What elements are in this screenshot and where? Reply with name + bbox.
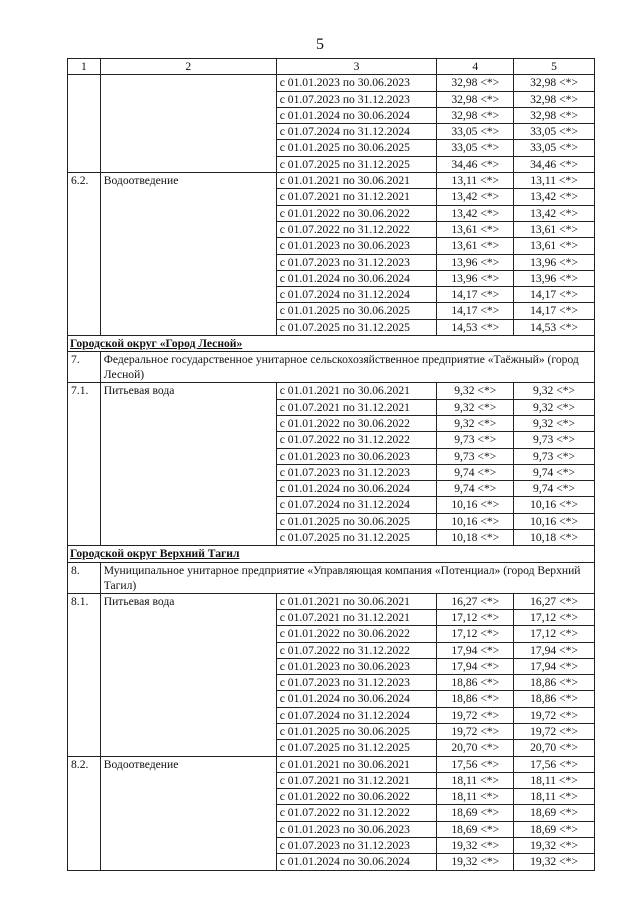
period-cell: с 01.01.2023 по 30.06.2023 [276,238,437,254]
section-title: Городской округ Верхний Тагил [68,546,595,562]
period-cell: с 01.01.2022 по 30.06.2022 [276,789,437,805]
service-name [100,75,276,173]
tariff-cell: 9,32 <*> [437,399,514,415]
tariff-cell: 18,86 <*> [437,675,514,691]
period-cell: с 01.01.2022 по 30.06.2022 [276,626,437,642]
table-row [68,593,595,609]
service-name: Питьевая вода [100,593,276,756]
period-cell: с 01.07.2024 по 31.12.2024 [276,707,437,723]
tariff-vat-cell: 19,72 <*> [514,707,595,723]
tariff-cell: 17,94 <*> [437,642,514,658]
tariff-cell: 18,69 <*> [437,805,514,821]
period-cell: с 01.01.2021 по 30.06.2021 [276,593,437,609]
tariff-cell: 14,53 <*> [437,319,514,335]
period-cell: с 01.07.2023 по 31.12.2023 [276,464,437,480]
period-cell: с 01.07.2023 по 31.12.2023 [276,838,437,854]
period-cell: с 01.01.2023 по 30.06.2023 [276,821,437,837]
tariff-vat-cell: 9,32 <*> [514,383,595,399]
tariff-vat-cell: 19,72 <*> [514,723,595,739]
period-cell: с 01.01.2024 по 30.06.2024 [276,270,437,286]
org-number: 8. [68,562,101,593]
table-row [68,383,595,399]
tariff-cell: 19,72 <*> [437,707,514,723]
tariff-cell: 10,18 <*> [437,530,514,546]
tariff-cell: 10,16 <*> [437,513,514,529]
tariff-cell: 9,32 <*> [437,383,514,399]
tariff-cell: 18,86 <*> [437,691,514,707]
tariff-cell: 9,32 <*> [437,415,514,431]
period-cell: с 01.07.2023 по 31.12.2023 [276,254,437,270]
tariff-vat-cell: 13,96 <*> [514,254,595,270]
table-row [68,173,595,189]
tariff-vat-cell: 9,74 <*> [514,481,595,497]
tariff-table [67,58,595,871]
page-number: 5 [316,36,324,53]
section-title: Городской округ «Город Лесной» [68,336,595,352]
period-cell: с 01.07.2021 по 31.12.2021 [276,772,437,788]
tariff-vat-cell: 32,98 <*> [514,107,595,123]
tariff-cell: 10,16 <*> [437,497,514,513]
period-cell: с 01.01.2021 по 30.06.2021 [276,756,437,772]
tariff-vat-cell: 17,94 <*> [514,658,595,674]
tariff-vat-cell: 10,18 <*> [514,530,595,546]
period-cell: с 01.07.2022 по 31.12.2022 [276,432,437,448]
tariff-vat-cell: 33,05 <*> [514,124,595,140]
tariff-vat-cell: 18,11 <*> [514,789,595,805]
tariff-vat-cell: 17,56 <*> [514,756,595,772]
period-cell: с 01.07.2025 по 31.12.2025 [276,740,437,756]
table-row [68,756,595,772]
header-cell: 2 [100,59,276,75]
period-cell: с 01.01.2021 по 30.06.2021 [276,173,437,189]
organization-row [68,562,595,593]
tariff-cell: 17,12 <*> [437,609,514,625]
period-cell: с 01.07.2024 по 31.12.2024 [276,497,437,513]
tariff-cell: 13,96 <*> [437,254,514,270]
table-header-row [68,59,595,75]
tariff-cell: 13,42 <*> [437,189,514,205]
period-cell: с 01.01.2022 по 30.06.2022 [276,415,437,431]
period-cell: с 01.01.2022 по 30.06.2022 [276,205,437,221]
tariff-vat-cell: 13,42 <*> [514,189,595,205]
period-cell: с 01.07.2021 по 31.12.2021 [276,399,437,415]
period-cell: с 01.01.2023 по 30.06.2023 [276,75,437,91]
tariff-vat-cell: 14,17 <*> [514,287,595,303]
period-cell: с 01.01.2024 по 30.06.2024 [276,481,437,497]
tariff-vat-cell: 14,53 <*> [514,319,595,335]
tariff-cell: 9,74 <*> [437,464,514,480]
tariff-cell: 14,17 <*> [437,287,514,303]
tariff-cell: 13,61 <*> [437,221,514,237]
period-cell: с 01.07.2021 по 31.12.2021 [276,189,437,205]
tariff-cell: 34,46 <*> [437,156,514,172]
tariff-cell: 18,11 <*> [437,789,514,805]
header-cell: 5 [514,59,595,75]
tariff-vat-cell: 18,11 <*> [514,772,595,788]
period-cell: с 01.07.2025 по 31.12.2025 [276,530,437,546]
tariff-vat-cell: 9,74 <*> [514,464,595,480]
tariff-vat-cell: 17,12 <*> [514,626,595,642]
header-cell: 1 [68,59,101,75]
period-cell: с 01.01.2024 по 30.06.2024 [276,854,437,870]
tariff-vat-cell: 10,16 <*> [514,513,595,529]
period-cell: с 01.07.2025 по 31.12.2025 [276,156,437,172]
organization-row [68,352,595,383]
period-cell: с 01.07.2023 по 31.12.2023 [276,675,437,691]
tariff-cell: 33,05 <*> [437,140,514,156]
tariff-cell: 19,32 <*> [437,838,514,854]
item-number: 8.2. [68,756,101,870]
tariff-vat-cell: 18,86 <*> [514,675,595,691]
period-cell: с 01.07.2021 по 31.12.2021 [276,609,437,625]
item-number [68,75,101,173]
tariff-cell: 13,11 <*> [437,173,514,189]
header-cell: 4 [437,59,514,75]
header-cell: 3 [276,59,437,75]
item-number: 7.1. [68,383,101,546]
organization-name: Федеральное государственное унитарное сельскохозяйственное предприятие «Таёжный» (город Лесной) [100,352,594,383]
service-name: Питьевая вода [100,383,276,546]
service-name: Водоотведение [100,756,276,870]
tariff-vat-cell: 13,42 <*> [514,205,595,221]
period-cell: с 01.01.2024 по 30.06.2024 [276,107,437,123]
tariff-vat-cell: 32,98 <*> [514,91,595,107]
tariff-cell: 18,11 <*> [437,772,514,788]
period-cell: с 01.01.2023 по 30.06.2023 [276,658,437,674]
period-cell: с 01.07.2024 по 31.12.2024 [276,124,437,140]
tariff-vat-cell: 13,96 <*> [514,270,595,286]
tariff-cell: 13,61 <*> [437,238,514,254]
period-cell: с 01.01.2025 по 30.06.2025 [276,513,437,529]
tariff-vat-cell: 32,98 <*> [514,75,595,91]
tariff-vat-cell: 33,05 <*> [514,140,595,156]
tariff-cell: 14,17 <*> [437,303,514,319]
period-cell: с 01.07.2022 по 31.12.2022 [276,221,437,237]
section-row [68,546,595,562]
tariff-cell: 9,74 <*> [437,481,514,497]
service-name: Водоотведение [100,173,276,336]
tariff-cell: 9,73 <*> [437,448,514,464]
period-cell: с 01.01.2025 по 30.06.2025 [276,303,437,319]
period-cell: с 01.07.2022 по 31.12.2022 [276,642,437,658]
period-cell: с 01.07.2024 по 31.12.2024 [276,287,437,303]
tariff-cell: 17,56 <*> [437,756,514,772]
tariff-vat-cell: 13,61 <*> [514,238,595,254]
tariff-vat-cell: 34,46 <*> [514,156,595,172]
tariff-vat-cell: 10,16 <*> [514,497,595,513]
tariff-vat-cell: 18,86 <*> [514,691,595,707]
tariff-vat-cell: 18,69 <*> [514,805,595,821]
tariff-cell: 17,12 <*> [437,626,514,642]
tariff-cell: 13,96 <*> [437,270,514,286]
tariff-vat-cell: 17,94 <*> [514,642,595,658]
tariff-cell: 19,32 <*> [437,854,514,870]
item-number: 6.2. [68,173,101,336]
tariff-cell: 19,72 <*> [437,723,514,739]
period-cell: с 01.01.2021 по 30.06.2021 [276,383,437,399]
period-cell: с 01.01.2024 по 30.06.2024 [276,691,437,707]
tariff-cell: 33,05 <*> [437,124,514,140]
tariff-cell: 16,27 <*> [437,593,514,609]
tariff-vat-cell: 9,32 <*> [514,399,595,415]
tariff-cell: 20,70 <*> [437,740,514,756]
section-row [68,336,595,352]
period-cell: с 01.01.2023 по 30.06.2023 [276,448,437,464]
table-row [68,75,595,91]
tariff-vat-cell: 14,17 <*> [514,303,595,319]
tariff-vat-cell: 16,27 <*> [514,593,595,609]
tariff-cell: 9,73 <*> [437,432,514,448]
organization-name: Муниципальное унитарное предприятие «Управляющая компания «Потенциал» (город Верхний Тагил) [100,562,594,593]
tariff-vat-cell: 13,11 <*> [514,173,595,189]
item-number: 8.1. [68,593,101,756]
tariff-vat-cell: 19,32 <*> [514,854,595,870]
tariff-vat-cell: 20,70 <*> [514,740,595,756]
tariff-cell: 32,98 <*> [437,75,514,91]
tariff-cell: 17,94 <*> [437,658,514,674]
org-number: 7. [68,352,101,383]
tariff-vat-cell: 18,69 <*> [514,821,595,837]
tariff-cell: 13,42 <*> [437,205,514,221]
tariff-vat-cell: 13,61 <*> [514,221,595,237]
tariff-vat-cell: 9,73 <*> [514,432,595,448]
tariff-cell: 32,98 <*> [437,107,514,123]
period-cell: с 01.07.2025 по 31.12.2025 [276,319,437,335]
tariff-cell: 18,69 <*> [437,821,514,837]
period-cell: с 01.01.2025 по 30.06.2025 [276,723,437,739]
tariff-vat-cell: 9,73 <*> [514,448,595,464]
tariff-vat-cell: 9,32 <*> [514,415,595,431]
tariff-vat-cell: 19,32 <*> [514,838,595,854]
period-cell: с 01.07.2022 по 31.12.2022 [276,805,437,821]
tariff-vat-cell: 17,12 <*> [514,609,595,625]
period-cell: с 01.01.2025 по 30.06.2025 [276,140,437,156]
period-cell: с 01.07.2023 по 31.12.2023 [276,91,437,107]
tariff-cell: 32,98 <*> [437,91,514,107]
